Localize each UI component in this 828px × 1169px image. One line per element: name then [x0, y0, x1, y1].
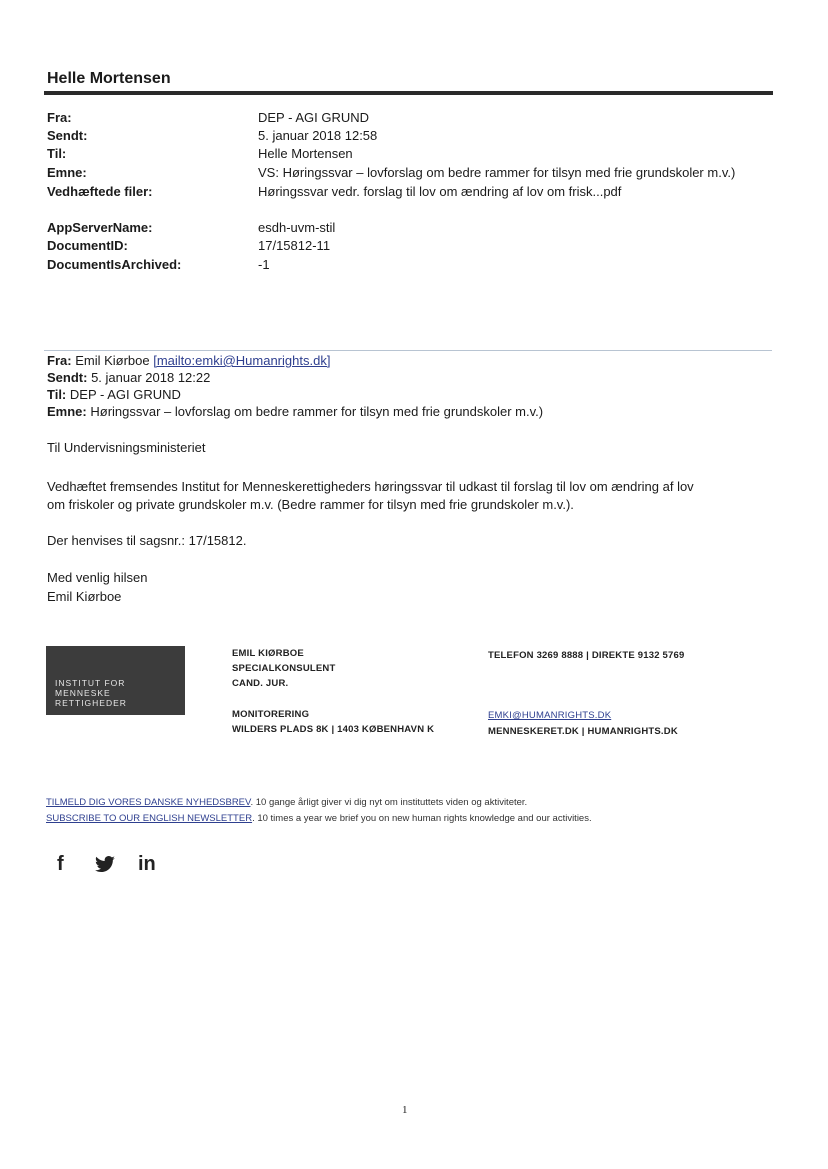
newsletter-danish-link[interactable]: TILMELD DIG VORES DANSKE NYHEDSBREV — [46, 797, 251, 808]
logo-text-line-1: INSTITUT FOR — [55, 678, 126, 688]
page-owner-name: Helle Mortensen — [47, 70, 171, 87]
meta-label-archived: DocumentIsArchived: — [47, 257, 182, 272]
forward-divider — [44, 350, 772, 351]
meta-value-appserver: esdh-uvm-stil — [258, 220, 336, 235]
forward-to-value: DEP - AGI GRUND — [69, 387, 181, 402]
signature-department: MONITORERING — [232, 709, 310, 720]
meta-label-subject: Emne: — [47, 165, 87, 180]
signature-name: EMIL KIØRBOE — [232, 648, 304, 659]
meta-value-documentid: 17/15812-11 — [258, 238, 331, 253]
forward-sent-line — [47, 370, 210, 385]
meta-value-from: DEP - AGI GRUND — [258, 110, 370, 125]
forward-from-mail-link[interactable]: [mailto:emki@Humanrights.dk] — [153, 353, 331, 368]
meta-label-sent: Sendt: — [47, 128, 88, 143]
forward-to-label: Til: — [47, 387, 67, 402]
linkedin-icon[interactable]: in — [138, 853, 156, 875]
forward-from-label: Fra: — [47, 353, 72, 368]
header-divider — [44, 91, 773, 95]
logo-text-line-2: MENNESKE — [55, 688, 111, 698]
logo-text-line-3: RETTIGHEDER — [55, 698, 127, 708]
forward-sent-label: Sendt: — [47, 370, 88, 385]
body-case-reference: Der henvises til sagsnr.: 17/15812. — [47, 533, 247, 548]
newsletter-english-text: . 10 times a year we brief you on new human rights knowledge and our activities. — [252, 813, 592, 824]
forward-sent-value: 5. januar 2018 12:22 — [91, 370, 211, 385]
signature-address: WILDERS PLADS 8K | 1403 KØBENHAVN K — [232, 724, 435, 735]
forward-to-line — [47, 387, 181, 402]
body-closing: Med venlig hilsen — [47, 570, 148, 585]
meta-value-sent: 5. januar 2018 12:58 — [258, 128, 378, 143]
forward-subject-label: Emne: — [47, 404, 87, 419]
meta-value-archived: -1 — [258, 257, 270, 272]
signature-email-link[interactable]: EMKI@HUMANRIGHTS.DK — [488, 710, 612, 721]
newsletter-danish-text: . 10 gange årligt giver vi dig nyt om instituttets viden og aktiviteter. — [250, 797, 528, 808]
meta-label-appserver: AppServerName: — [47, 220, 153, 235]
meta-value-subject: VS: Høringssvar – lovforslag om bedre rammer for tilsyn med frie grundskoler m.v.) — [258, 165, 736, 180]
newsletter-english-link[interactable]: SUBSCRIBE TO OUR ENGLISH NEWSLETTER — [46, 813, 253, 824]
forward-subject-line — [47, 404, 543, 419]
newsletter-danish — [46, 797, 527, 808]
body-paragraph-line-1: Vedhæftet fremsendes Institut for Menneskerettigheders høringssvar til udkast til forslag til lov om ændring af lov — [47, 479, 694, 494]
body-greeting: Til Undervisningsministeriet — [47, 440, 206, 455]
body-closing-name: Emil Kiørboe — [47, 589, 122, 604]
signature-phone: TELEFON 3269 8888 | DIREKTE 9132 5769 — [488, 650, 685, 661]
forward-subject-value: Høringssvar – lovforslag om bedre rammer for tilsyn med frie grundskoler m.v.) — [90, 404, 544, 419]
meta-value-to: Helle Mortensen — [258, 146, 353, 161]
page-number: 1 — [402, 1104, 408, 1116]
meta-label-documentid: DocumentID: — [47, 238, 128, 253]
forward-from-line — [47, 353, 330, 368]
newsletter-english — [46, 813, 592, 824]
signature-title: SPECIALKONSULENT — [232, 663, 336, 674]
meta-label-attachments: Vedhæftede filer: — [47, 184, 153, 199]
institute-logo — [46, 646, 185, 715]
signature-websites: MENNESKERET.DK | HUMANRIGHTS.DK — [488, 726, 678, 737]
body-paragraph-line-2: om friskoler og private grundskoler m.v. (Bedre rammer for tilsyn med frie grundskoler m.v.). — [47, 497, 574, 512]
facebook-icon[interactable]: f — [57, 853, 64, 875]
meta-label-to: Til: — [47, 146, 67, 161]
meta-value-attachments[interactable]: Høringssvar vedr. forslag til lov om ændring af lov om frisk...pdf — [258, 184, 622, 199]
signature-degree: CAND. JUR. — [232, 678, 289, 689]
forward-from-name: Emil Kiørboe — [75, 353, 150, 368]
twitter-icon[interactable] — [94, 856, 116, 874]
meta-label-from: Fra: — [47, 110, 72, 125]
